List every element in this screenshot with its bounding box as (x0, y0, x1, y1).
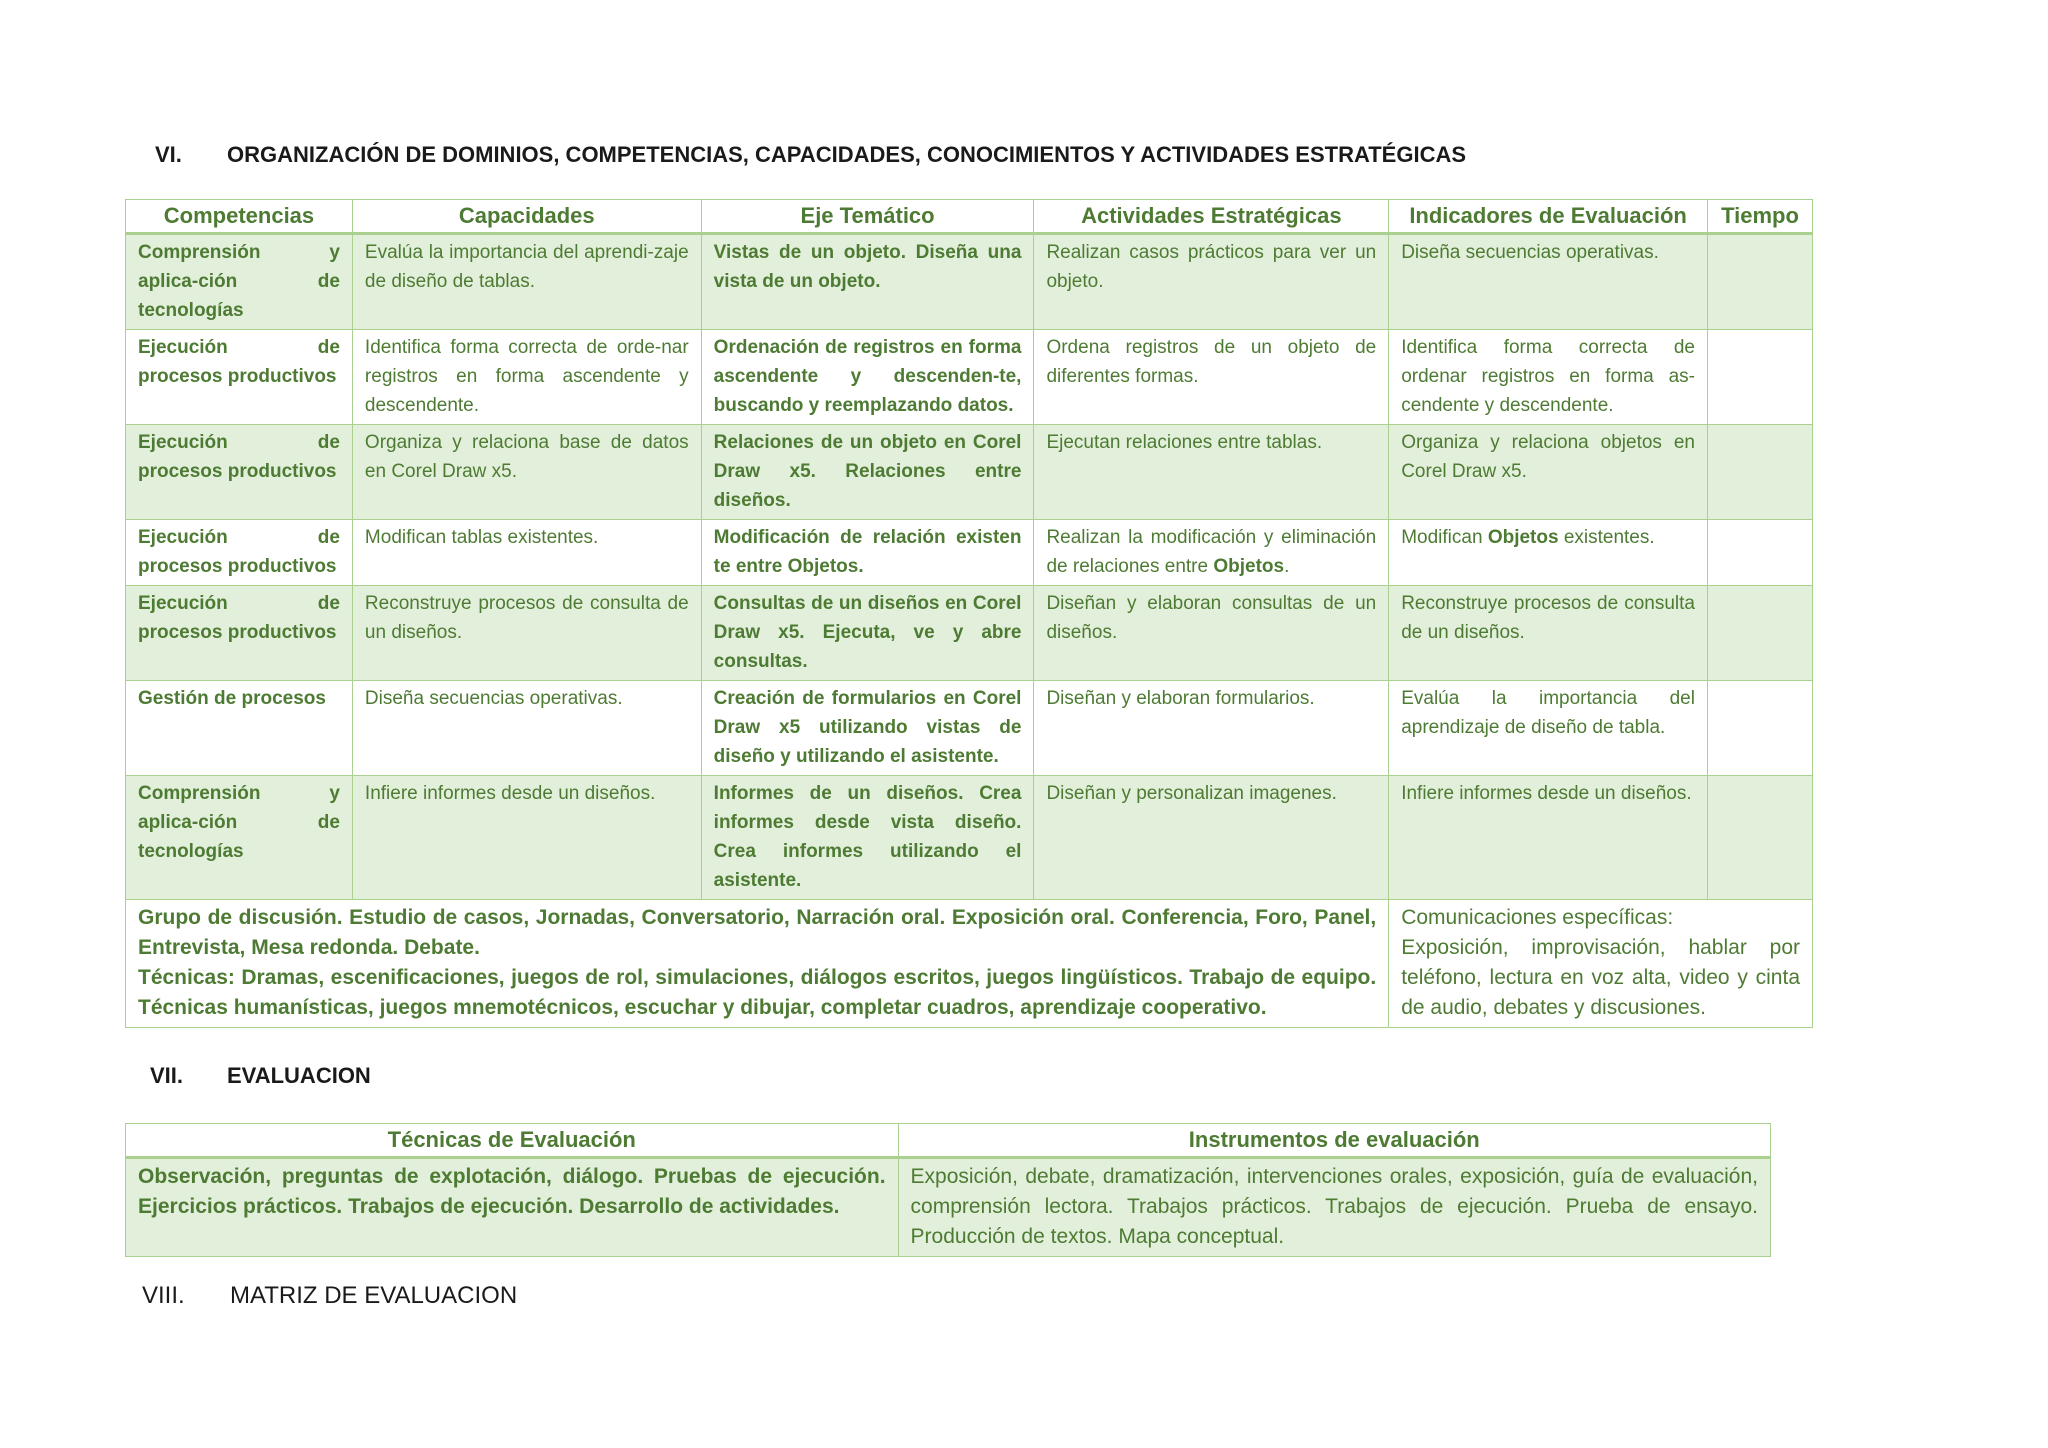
cell-actividad (1034, 520, 1389, 586)
cell-eje: Modificación de relación existen te entre Objetos. (701, 520, 1034, 586)
comunicaciones-cell (1389, 900, 1813, 1028)
cell-indicador: Infiere informes desde un diseños. (1389, 776, 1708, 900)
cell-tiempo (1707, 520, 1812, 586)
section-6-heading (155, 142, 1466, 168)
cell-capacidad: Infiere informes desde un diseños. (352, 776, 701, 900)
cell-actividad: Diseñan y personalizan imagenes. (1034, 776, 1389, 900)
table-row (126, 234, 1813, 330)
cell-tiempo (1707, 681, 1812, 776)
header-tecnicas: Técnicas de Evaluación (126, 1124, 899, 1158)
cell-capacidad: Reconstruye procesos de consulta de un diseños. (352, 586, 701, 681)
cell-indicador: Evalúa la importancia del aprendizaje de diseño de tabla. (1389, 681, 1708, 776)
cell-tiempo (1707, 425, 1812, 520)
table-row (126, 586, 1813, 681)
cell-eje: Consultas de un diseños en Corel Draw x5. Ejecuta, ve y abre consultas. (701, 586, 1034, 681)
header-competencias: Competencias (126, 200, 353, 234)
cell-indicador (1389, 520, 1708, 586)
comunicaciones-line-1: Comunicaciones específicas: (1401, 906, 1674, 929)
cell-eje: Vistas de un objeto. Diseña una vista de un objeto. (701, 234, 1034, 330)
cell-tiempo (1707, 330, 1812, 425)
cell-actividad: Realizan casos prácticos para ver un objeto. (1034, 234, 1389, 330)
section-7-heading (150, 1063, 371, 1089)
indicador-text: Modifican (1401, 527, 1488, 548)
estrategias-line-1: Grupo de discusión. Estudio de casos, Jornadas, Conversatorio, Narración oral. Exposición oral. Conferencia, Foro, Panel, Entrevista, Mesa redonda. Debate. (138, 906, 1377, 959)
cell-competencia: Comprensión y aplica-ción de tecnologías (126, 776, 353, 900)
header-indicadores: Indicadores de Evaluación (1389, 200, 1708, 234)
section-6-title: ORGANIZACIÓN DE DOMINIOS, COMPETENCIAS, CAPACIDADES, CONOCIMIENTOS Y ACTIVIDADES ESTRATÉGICAS (227, 142, 1467, 167)
estrategias-cell (126, 900, 1389, 1028)
cell-eje: Informes de un diseños. Crea informes desde vista diseño. Crea informes utilizando el asistente. (701, 776, 1034, 900)
section-8-number: VIII. (142, 1282, 185, 1309)
cell-competencia: Comprensión y aplica-ción de tecnologías (126, 234, 353, 330)
header-tiempo: Tiempo (1707, 200, 1812, 234)
header-capacidades: Capacidades (352, 200, 701, 234)
cell-actividad: Ejecutan relaciones entre tablas. (1034, 425, 1389, 520)
cell-competencia: Ejecución de procesos productivos (126, 586, 353, 681)
estrategias-line-2: Técnicas: Dramas, escenificaciones, juegos de rol, simulaciones, diálogos escritos, juegos lingüísticos. Trabajo de equipo. Técnicas humanísticas, juegos mnemotécnicos, escuchar y dibujar, completar cuadros, aprendizaje cooperativo. (138, 966, 1377, 1019)
cell-actividad: Diseñan y elaboran consultas de un diseños. (1034, 586, 1389, 681)
actividad-end-text: . (1284, 556, 1290, 577)
table-row (126, 776, 1813, 900)
indicador-end-text: existentes. (1558, 527, 1655, 548)
cell-tecnicas: Observación, preguntas de explotación, diálogo. Pruebas de ejecución. Ejercicios prácticos. Trabajos de ejecución. Desarrollo de actividades. (126, 1158, 899, 1257)
cell-capacidad: Modifican tablas existentes. (352, 520, 701, 586)
cell-eje: Creación de formularios en Corel Draw x5 utilizando vistas de diseño y utilizando el asistente. (701, 681, 1034, 776)
evaluacion-table (125, 1123, 1771, 1257)
table-row (126, 1158, 1771, 1257)
table-header-row (126, 200, 1813, 234)
cell-eje: Ordenación de registros en forma ascendente y descenden-te, buscando y reemplazando datos. (701, 330, 1034, 425)
cell-competencia: Ejecución de procesos productivos (126, 520, 353, 586)
cell-actividad: Ordena registros de un objeto de diferentes formas. (1034, 330, 1389, 425)
cell-capacidad: Identifica forma correcta de orde-nar registros en forma ascendente y descendente. (352, 330, 701, 425)
competencias-table (125, 199, 1813, 1028)
section-8-heading (142, 1282, 517, 1310)
table-header-row (126, 1124, 1771, 1158)
section-6-number: VI. (155, 142, 182, 167)
cell-actividad: Diseñan y elaboran formularios. (1034, 681, 1389, 776)
header-eje-tematico: Eje Temático (701, 200, 1034, 234)
table-row (126, 681, 1813, 776)
cell-indicador: Identifica forma correcta de ordenar registros en forma as-cendente y descendente. (1389, 330, 1708, 425)
cell-eje: Relaciones de un objeto en Corel Draw x5. Relaciones entre diseños. (701, 425, 1034, 520)
cell-competencia: Ejecución de procesos productivos (126, 330, 353, 425)
actividad-bold-text: Objetos (1213, 556, 1285, 577)
cell-competencia: Gestión de procesos (126, 681, 353, 776)
cell-indicador: Reconstruye procesos de consulta de un diseños. (1389, 586, 1708, 681)
cell-tiempo (1707, 586, 1812, 681)
cell-instrumentos: Exposición, debate, dramatización, intervenciones orales, exposición, guía de evaluación, comprensión lectora. Trabajos prácticos. Trabajos de ejecución. Prueba de ensayo. Producción de textos. Mapa conceptual. (898, 1158, 1770, 1257)
cell-capacidad: Organiza y relaciona base de datos en Corel Draw x5. (352, 425, 701, 520)
actividad-text: Realizan la modificación y eliminación de relaciones entre (1046, 527, 1377, 577)
cell-indicador: Diseña secuencias operativas. (1389, 234, 1708, 330)
cell-indicador: Organiza y relaciona objetos en Corel Draw x5. (1389, 425, 1708, 520)
table-footer-row (126, 900, 1813, 1028)
cell-competencia: Ejecución de procesos productivos (126, 425, 353, 520)
indicador-bold-text: Objetos (1487, 527, 1559, 548)
section-7-number: VII. (150, 1063, 184, 1088)
section-8-title: MATRIZ DE EVALUACION (230, 1282, 518, 1309)
table-row (126, 425, 1813, 520)
section-7-title: EVALUACION (227, 1063, 371, 1088)
table-row (126, 520, 1813, 586)
cell-capacidad: Diseña secuencias operativas. (352, 681, 701, 776)
header-actividades: Actividades Estratégicas (1034, 200, 1389, 234)
cell-capacidad: Evalúa la importancia del aprendi-zaje de diseño de tablas. (352, 234, 701, 330)
table-row (126, 330, 1813, 425)
comunicaciones-line-2: Exposición, improvisación, hablar por teléfono, lectura en voz alta, video y cinta de audio, debates y discusiones. (1401, 936, 1800, 1019)
cell-tiempo (1707, 234, 1812, 330)
header-instrumentos: Instrumentos de evaluación (898, 1124, 1770, 1158)
cell-tiempo (1707, 776, 1812, 900)
